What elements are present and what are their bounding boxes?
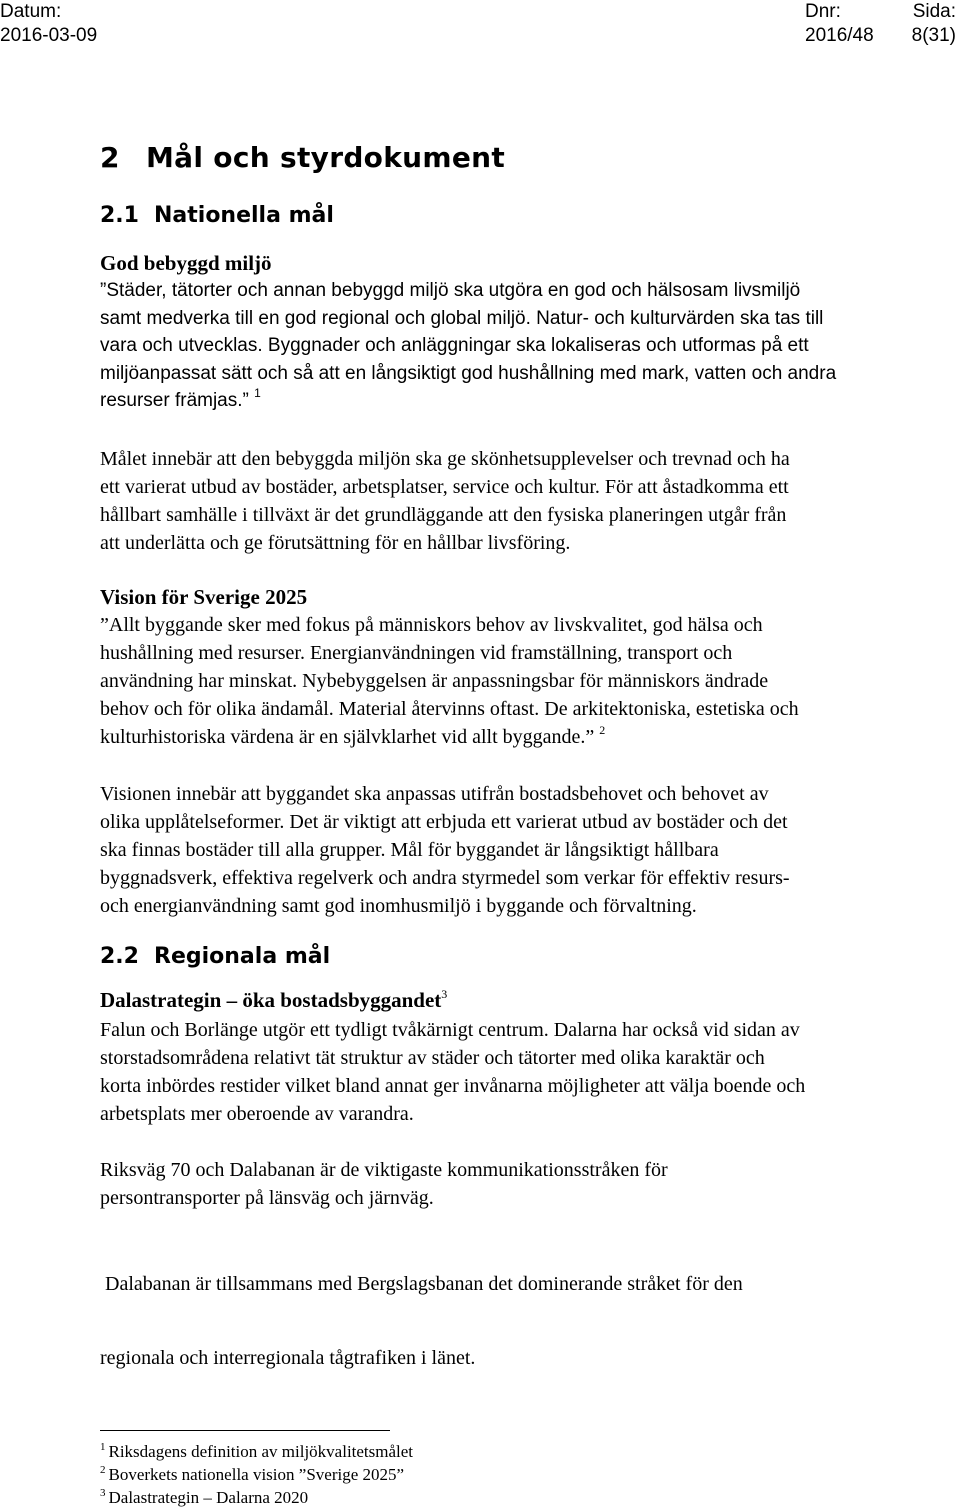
- quote-line: resurser främjas.” $^1$: [100, 386, 261, 412]
- footnote-3: [100, 1487, 308, 1509]
- section-number: 2: [100, 141, 120, 174]
- footnote-2: [100, 1464, 404, 1486]
- text-line: Dalabanan är tillsammans med Bergslagsbanan det dominerande stråket för den: [100, 1273, 743, 1295]
- text-line: persontransporter på länsväg och järnväg.: [100, 1187, 434, 1209]
- text-line: olika upplåtelseformer. Det är viktigt att erbjuda ett varierat utbud av bostäder och det: [100, 811, 788, 833]
- text-line: ska finnas bostäder till alla grupper. Mål för byggandet är långsiktigt hållbara: [100, 839, 719, 861]
- quote-vision: [100, 611, 956, 751]
- section-title: Regionala mål: [154, 944, 331, 969]
- quote-line: användning har minskat. Nybebyggelsen är anpassningsbar för människors ändrade: [100, 670, 769, 692]
- header-date: [0, 0, 97, 48]
- paragraph-dalabanan: [100, 1224, 956, 1395]
- quote-line: vara och utvecklas. Byggnader och anläggningar ska lokaliseras och utformas på ett: [100, 335, 809, 357]
- text-line: arbetsplats mer oberoende av varandra.: [100, 1103, 414, 1125]
- section-heading-2-2: [100, 944, 330, 969]
- paragraph-riksvag-70: [100, 1156, 956, 1212]
- text-line: Falun och Borlänge utgör ett tydligt tvåkärnigt centrum. Dalarna har också vid sidan av: [100, 1019, 800, 1041]
- paragraph-malet: [100, 445, 956, 557]
- text-line: att underlätta och ge förutsättning för en hållbar livsföring.: [100, 532, 571, 554]
- date-label: Datum:: [0, 1, 62, 22]
- header-page: [912, 0, 956, 48]
- text-line: byggnadsverk, effektiva regelverk och andra styrmedel som verkar för effektiv resurs-: [100, 867, 790, 889]
- paragraph-falun-borlange: [100, 1016, 956, 1128]
- text-line: Riksväg 70 och Dalabanan är de viktigaste kommunikationsstråken för: [100, 1159, 668, 1181]
- footnote-ref: 3: [441, 987, 448, 1001]
- footnote-ref: 2: [599, 723, 606, 737]
- section-number: 2.2: [100, 944, 139, 969]
- footnote-ref: 1: [254, 386, 261, 401]
- page-value: 8(31): [911, 25, 956, 46]
- section-heading-2-1: [100, 203, 334, 228]
- text-line: regionala och interregionala tågtrafiken i länet.: [100, 1347, 476, 1369]
- page-label: Sida:: [912, 1, 956, 22]
- footnote-number: 3: [100, 1487, 106, 1499]
- footnote-text: Dalastrategin – Dalarna 2020: [108, 1488, 309, 1507]
- subheading-god-bebyggd-miljo: God bebyggd miljö: [100, 251, 272, 275]
- header-diary-number: [805, 0, 874, 48]
- subheading-vision: Vision för Sverige 2025: [100, 585, 308, 609]
- section-number: 2.1: [100, 203, 139, 228]
- section-title: Mål och styrdokument: [146, 141, 506, 174]
- text-line: Visionen innebär att byggandet ska anpassas utifrån bostadsbehovet och behovet av: [100, 783, 769, 805]
- quote-line: behov och för olika ändamål. Material återvinns oftast. De arkitektoniska, estetiska och: [100, 698, 799, 720]
- diary-number-label: Dnr:: [805, 1, 841, 22]
- date-value: 2016-03-09: [0, 25, 98, 46]
- footnote-separator: [100, 1430, 390, 1431]
- quote-line: hushållning med resurser. Energianvändningen vid framställning, transport och: [100, 642, 733, 664]
- text-line: Målet innebär att den bebyggda miljön ska ge skönhetsupplevelser och trevnad och ha: [100, 448, 790, 470]
- quote-god-bebyggd-miljo: [100, 277, 956, 415]
- quote-line: samt medverka till en god regional och global miljö. Natur- och kulturvärden ska tas till: [100, 307, 824, 329]
- footnote-text: Riksdagens definition av miljökvalitetsmålet: [108, 1442, 414, 1461]
- quote-line: ”Allt byggande sker med fokus på människors behov av livskvalitet, god hälsa och: [100, 614, 763, 636]
- footnote-number: 2: [100, 1464, 106, 1476]
- diary-number-value: 2016/48: [805, 25, 874, 46]
- quote-line: ”Städer, tätorter och annan bebyggd miljö ska utgöra en god och hälsosam livsmiljö: [100, 280, 801, 301]
- section-heading-2: [100, 141, 505, 174]
- text-line: hållbart samhälle i tillväxt är det grundläggande att den fysiska planeringen utgår från: [100, 504, 787, 526]
- text-line: korta inbördes restider vilket bland annat ger invånarna möjligheter att välja boende och: [100, 1075, 806, 1097]
- text-line: storstadsområdena relativt tät struktur av städer och tätorter med olika karaktär och: [100, 1047, 765, 1069]
- paragraph-visionen: [100, 780, 956, 920]
- quote-line: miljöanpassat sätt och så att en långsiktigt god hushållning med mark, vatten och andra: [100, 362, 837, 384]
- text-line: ett varierat utbud av bostäder, arbetsplatser, service och kultur. För att åstadkomma ett: [100, 476, 789, 498]
- footnote-1: [100, 1441, 413, 1463]
- subheading-dalastrategin: Dalastrategin – öka bostadsbyggandet$^3$: [100, 987, 448, 1012]
- text-line: och energianvändning samt god inomhusmiljö i byggande och förvaltning.: [100, 895, 697, 917]
- quote-line: kulturhistoriska värdena är en självklarhet vid allt byggande.” $^2$: [100, 723, 606, 748]
- footnote-text: Boverkets nationella vision ”Sverige 2025”: [108, 1465, 405, 1484]
- footnote-number: 1: [100, 1441, 106, 1453]
- section-title: Nationella mål: [154, 203, 334, 228]
